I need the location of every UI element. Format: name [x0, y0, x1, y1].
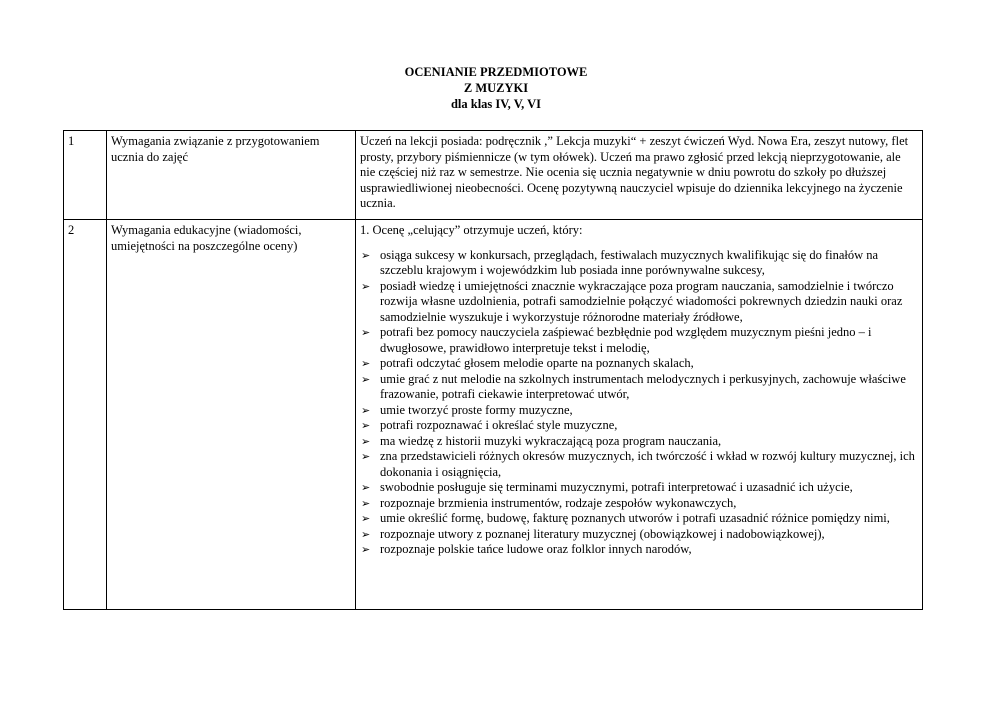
row-number: 2 — [64, 220, 107, 610]
table-row — [64, 131, 923, 220]
list-item-text: swobodnie posługuje się terminami muzycznymi, potrafi interpretować i uzasadnić ich użycie, — [380, 480, 853, 494]
arrowhead-bullet-icon: ➢ — [361, 434, 371, 448]
arrowhead-bullet-icon: ➢ — [361, 496, 371, 510]
arrowhead-bullet-icon: ➢ — [361, 450, 371, 463]
arrowhead-bullet-icon: ➢ — [361, 357, 371, 370]
list-item-text: rozpoznaje brzmienia instrumentów, rodzaje zespołów wykonawczych, — [380, 495, 737, 510]
list-item — [360, 480, 918, 496]
list-item-text: potrafi odczytać głosem melodie oparte na poznanych skalach, — [380, 356, 694, 370]
arrowhead-bullet-icon: ➢ — [361, 543, 371, 556]
row-content — [356, 220, 923, 610]
list-item — [360, 418, 918, 434]
criteria-list — [360, 248, 918, 558]
arrowhead-bullet-icon: ➢ — [361, 326, 371, 339]
list-item — [360, 248, 918, 279]
list-item-text: rozpoznaje utwory z poznanej literatury muzycznej (obowiązkowej i nadobowiązkowej), — [380, 526, 825, 541]
arrowhead-bullet-icon: ➢ — [361, 527, 371, 541]
list-item-text: umie grać z nut melodie na szkolnych instrumentach melodycznych i perkusyjnych, zachowuje właściwe frazowanie, potrafi ciekawie interpretować utwór, — [380, 371, 906, 401]
list-item-text: osiąga sukcesy w konkursach, przeglądach, festiwalach muzycznych kwalifikując się do finałów na szczeblu krajowym i wojewódzkim lub posiada inne porównywalne sukcesy, — [380, 247, 879, 277]
arrowhead-bullet-icon: ➢ — [361, 248, 371, 262]
row-label: Wymagania związanie z przygotowaniem ucznia do zajęć — [107, 131, 356, 220]
title-line-3: dla klas IV, V, VI — [450, 97, 542, 111]
grade-intro: 1. Ocenę „celujący” otrzymuje uczeń, który: — [360, 223, 583, 237]
row-label: Wymagania edukacyjne (wiadomości, umiejętności na poszczególne oceny) — [107, 220, 356, 610]
arrowhead-bullet-icon: ➢ — [361, 403, 371, 417]
list-item — [360, 372, 918, 403]
list-item-text: umie tworzyć proste formy muzyczne, — [380, 402, 573, 417]
list-item-text: rozpoznaje polskie tańce ludowe oraz folklor innych narodów, — [380, 542, 692, 556]
list-item — [360, 449, 918, 480]
list-item — [360, 542, 918, 558]
list-item-text: posiadł wiedzę i umiejętności znacznie wykraczające poza program nauczania, samodzielnie i twórczo rozwija własne uzdolnienia, potrafi samodzielnie połączyć wiadomości pokrewnych dziedzin nauki oraz samodzielnie wyszukuje i wykorzystuje różnorodne materiały źródłowe, — [380, 278, 903, 324]
row-content: Uczeń na lekcji posiada: podręcznik ,” Lekcja muzyki“ + zeszyt ćwiczeń Wyd. Nowa Era, zeszyt nutowy, flet prosty, przybory piśmiennicze (w tym ołówek). Uczeń ma prawo zgłosić przed lekcją nieprzygotowanie, ale nie częściej niż raz w semestrze. Nie ocenia się ucznia negatywnie w dniu powrotu do szkoły po dłuższej usprawiedliwionej nieobecności. Ocenę pozytywną nauczyciel wpisuje do dziennika lekcyjnego na życzenie ucznia. — [356, 131, 923, 220]
list-item-text: umie określić formę, budowę, fakturę poznanych utworów i potrafi uzasadnić różnice pomiędzy nimi, — [380, 511, 890, 525]
arrowhead-bullet-icon: ➢ — [361, 481, 371, 494]
list-item-text: potrafi rozpoznawać i określać style muzyczne, — [380, 418, 618, 432]
title-line-1: OCENIANIE PRZEDMIOTOWE — [404, 65, 588, 79]
arrowhead-bullet-icon: ➢ — [361, 512, 371, 525]
list-item — [360, 403, 918, 419]
arrowhead-bullet-icon: ➢ — [361, 419, 371, 432]
list-item — [360, 279, 918, 326]
list-item — [360, 496, 918, 512]
arrowhead-bullet-icon: ➢ — [361, 372, 371, 386]
row-number: 1 — [64, 131, 107, 220]
arrowhead-bullet-icon: ➢ — [361, 279, 371, 293]
list-item — [360, 325, 918, 356]
list-item-text: ma wiedzę z historii muzyki wykraczającą poza program nauczania, — [380, 433, 722, 448]
list-item-text: zna przedstawicieli różnych okresów muzycznych, ich twórczość i wkład w rozwój kultury muzycznej, ich dokonania i osiągnięcia, — [380, 449, 915, 479]
document-title — [0, 64, 992, 112]
list-item — [360, 527, 918, 543]
list-item-text: potrafi bez pomocy nauczyciela zaśpiewać bezbłędnie pod względem muzycznym pieśni jedno – i dwugłosowe, prawidłowo interpretuje tekst i melodię, — [380, 325, 872, 355]
list-item — [360, 434, 918, 450]
title-line-2: Z MUZYKI — [463, 81, 529, 95]
list-item — [360, 356, 918, 372]
list-item — [360, 511, 918, 527]
table-row — [64, 220, 923, 610]
requirements-table — [63, 130, 923, 610]
